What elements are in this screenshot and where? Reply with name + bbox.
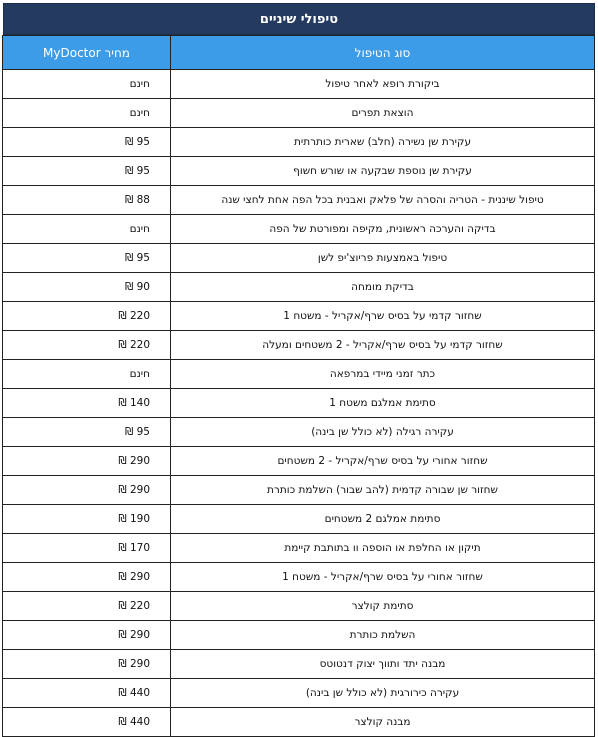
price-cell: 440 ₪ — [3, 708, 171, 737]
service-cell: עקירת שן נשירה (חלב) שארית כותרתית — [171, 128, 595, 157]
price-cell: 88 ₪ — [3, 186, 171, 215]
service-cell: סתימת אמלגם משטח 1 — [171, 389, 595, 418]
service-cell: סתימת אמלגם 2 משטחים — [171, 505, 595, 534]
table-row — [3, 708, 595, 737]
table-title: טיפולי שיניים — [3, 3, 595, 35]
price-cell: 290 ₪ — [3, 476, 171, 505]
table-row — [3, 592, 595, 621]
price-cell: 440 ₪ — [3, 679, 171, 708]
price-cell: חינם — [3, 360, 171, 389]
service-cell: עקירה רגילה (לא כולל שן בינה) — [171, 418, 595, 447]
table-row — [3, 534, 595, 563]
price-cell: 220 ₪ — [3, 302, 171, 331]
table-header-row — [3, 36, 595, 70]
table-row — [3, 186, 595, 215]
price-cell: 95 ₪ — [3, 157, 171, 186]
price-cell: 290 ₪ — [3, 563, 171, 592]
service-cell: שחזור קדמי על בסיס שרף/אקריל - 2 משטחים ומעלה — [171, 331, 595, 360]
table-row — [3, 505, 595, 534]
service-cell: השלמת כותרת — [171, 621, 595, 650]
service-cell: שחזור אחורי על בסיס שרף/אקריל - 2 משטחים — [171, 447, 595, 476]
service-cell: שחזור קדמי על בסיס שרף/אקריל - משטח 1 — [171, 302, 595, 331]
service-cell: מבנה יתד ותווך יצוק דנטוטס — [171, 650, 595, 679]
service-cell: כתר זמני מיידי במרפאה — [171, 360, 595, 389]
table-row — [3, 679, 595, 708]
price-cell: 220 ₪ — [3, 592, 171, 621]
table-row — [3, 128, 595, 157]
table-row — [3, 70, 595, 99]
service-cell: תיקון או החלפת או הוספה וו בתותבת קיימת — [171, 534, 595, 563]
price-cell: 140 ₪ — [3, 389, 171, 418]
price-cell: 190 ₪ — [3, 505, 171, 534]
table-row — [3, 476, 595, 505]
price-cell: 95 ₪ — [3, 418, 171, 447]
service-cell: סתימת קולצר — [171, 592, 595, 621]
price-cell: חינם — [3, 70, 171, 99]
service-cell: טיפול שיננית - הטריה והסרה של פלאק ואבנית בכל הפה אחת לחצי שנה — [171, 186, 595, 215]
table-row — [3, 360, 595, 389]
table-row — [3, 418, 595, 447]
service-cell: עקירת שן נוספת שבקעה או שורש חשוף — [171, 157, 595, 186]
service-cell: שחזור שן שבורה קדמית (להב שבור) השלמת כותרת — [171, 476, 595, 505]
table-row — [3, 99, 595, 128]
price-cell: 220 ₪ — [3, 331, 171, 360]
price-cell: 170 ₪ — [3, 534, 171, 563]
table-row — [3, 302, 595, 331]
service-cell: מבנה קולצר — [171, 708, 595, 737]
table-row — [3, 650, 595, 679]
table-row — [3, 244, 595, 273]
table-row — [3, 447, 595, 476]
price-cell: 90 ₪ — [3, 273, 171, 302]
table-row — [3, 563, 595, 592]
price-cell: 95 ₪ — [3, 244, 171, 273]
table-row — [3, 273, 595, 302]
service-cell: בדיקה והערכה ראשונית, מקיפה ומפורטת של הפה — [171, 215, 595, 244]
table-row — [3, 157, 595, 186]
header-price: מחיר MyDoctor — [3, 36, 171, 70]
service-cell: טיפול באמצעות פריוצ'יפ לשן — [171, 244, 595, 273]
price-cell: חינם — [3, 99, 171, 128]
service-cell: עקירה כירורגית (לא כולל שן בינה) — [171, 679, 595, 708]
table-row — [3, 331, 595, 360]
table-row — [3, 389, 595, 418]
price-cell: 290 ₪ — [3, 447, 171, 476]
price-cell: חינם — [3, 215, 171, 244]
header-service: סוג הטיפול — [171, 36, 595, 70]
price-cell: 290 ₪ — [3, 650, 171, 679]
service-cell: שחזור אחורי על בסיס שרף/אקריל - משטח 1 — [171, 563, 595, 592]
table-body — [3, 70, 595, 737]
price-table — [2, 35, 595, 737]
table-row — [3, 215, 595, 244]
service-cell: בדיקת מומחה — [171, 273, 595, 302]
service-cell: הוצאת תפרים — [171, 99, 595, 128]
service-cell: ביקורת רופא לאחר טיפול — [171, 70, 595, 99]
price-cell: 95 ₪ — [3, 128, 171, 157]
price-cell: 290 ₪ — [3, 621, 171, 650]
price-table-container — [3, 3, 595, 737]
table-row — [3, 621, 595, 650]
